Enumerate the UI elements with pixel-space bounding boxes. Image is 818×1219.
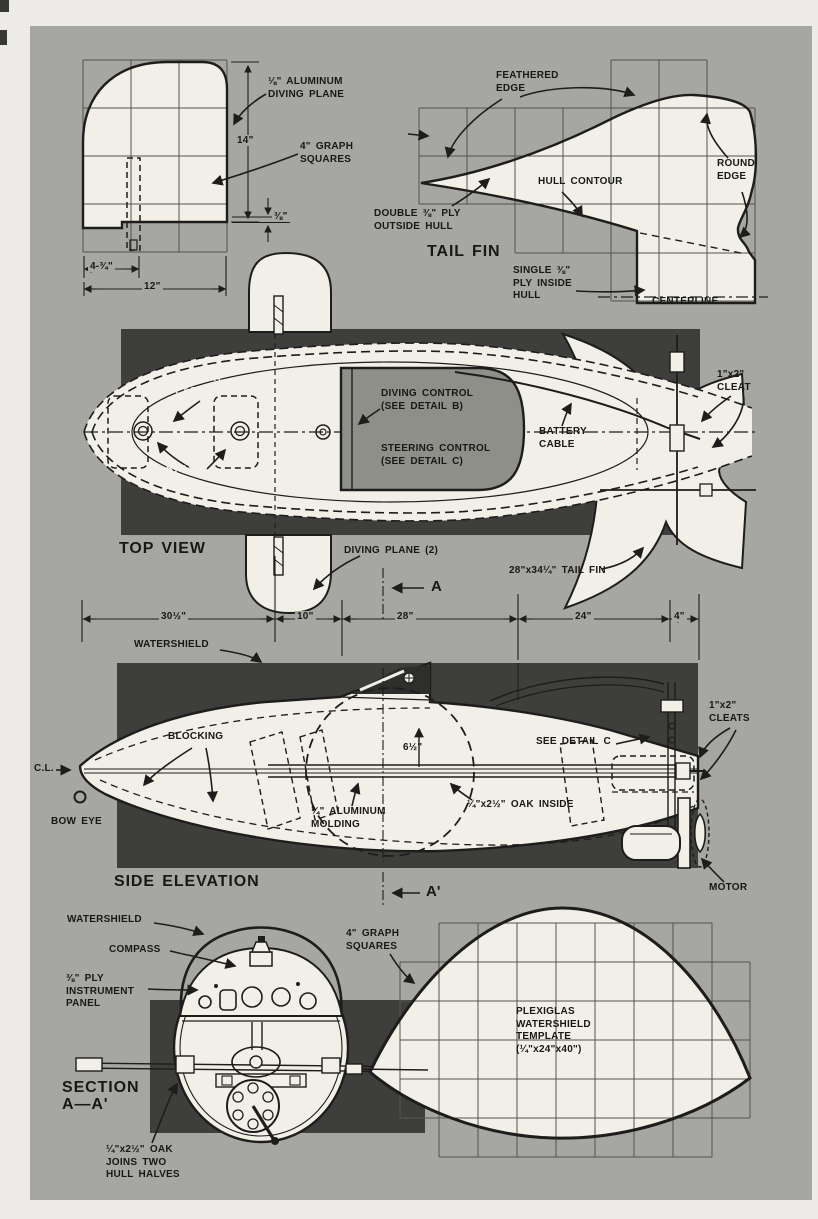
steering-control-label: STEERING CONTROL (SEE DETAIL C) — [381, 443, 491, 467]
tail-fin-heading: TAIL FIN — [427, 243, 501, 260]
dim-3-8in: ⅜" — [274, 211, 288, 222]
cleat-label: 1"x2" CLEAT — [717, 369, 751, 393]
top-view-heading: TOP VIEW — [119, 540, 206, 557]
centerline-label: CENTERLINE — [652, 296, 719, 307]
see-detail-c-label: SEE DETAIL C — [536, 736, 611, 747]
tail-fin-size-label: 28"x34¼" TAIL FIN — [509, 565, 606, 576]
dim-6-5in: 6½" — [403, 742, 423, 753]
battery-cable-label: BATTERY CABLE — [539, 426, 587, 450]
dim-10in: 10" — [297, 611, 314, 622]
watershield-label-section: WATERSHIELD — [67, 914, 142, 925]
graph-squares-label: 4" GRAPH SQUARES — [300, 141, 354, 165]
instrument-panel-label: ⅜" PLY INSTRUMENT PANEL — [66, 973, 135, 1009]
round-edge-label: ROUND EDGE — [717, 158, 755, 182]
outside-ply-label: DOUBLE ⅜" PLY OUTSIDE HULL — [374, 208, 461, 232]
straps-label: STRAPS — [166, 464, 209, 475]
graph-squares-label-template: 4" GRAPH SQUARES — [346, 928, 400, 952]
blocking-label: BLOCKING — [168, 731, 224, 742]
diving-plane-2-label: DIVING PLANE (2) — [344, 545, 439, 556]
cl-label: C.L. — [34, 763, 54, 774]
diving-control-label: DIVING CONTROL (SEE DETAIL B) — [381, 388, 474, 412]
cleats-label: 1"x2" CLEATS — [709, 700, 750, 724]
aluminum-molding-label: ¾" ALUMINUM MOLDING — [311, 806, 386, 830]
side-elevation-heading: SIDE ELEVATION — [114, 873, 260, 890]
section-heading: SECTION A—A' — [62, 1079, 140, 1113]
inside-ply-label: SINGLE ⅜" PLY INSIDE HULL — [513, 265, 572, 301]
dim-28in: 28" — [397, 611, 414, 622]
dim-24in: 24" — [575, 611, 592, 622]
feathered-edge-label: FEATHERED EDGE — [496, 70, 559, 94]
motor-label: MOTOR — [709, 882, 748, 893]
dim-14in: 14" — [237, 135, 254, 146]
hull-contour-label: HULL CONTOUR — [538, 176, 623, 187]
oak-joins-label: ¼"x2½" OAK JOINS TWO HULL HALVES — [106, 1144, 180, 1180]
section-a-prime-marker: A' — [426, 883, 441, 900]
diving-plane-material-label: ⅛" ALUMINUM DIVING PLANE — [268, 76, 345, 100]
battery-case-label: BATTERY CASE — [175, 373, 223, 397]
dim-12in: 12" — [144, 281, 161, 292]
dim-30-5in: 30½" — [161, 611, 187, 622]
compass-label: COMPASS — [109, 944, 161, 955]
watershield-label-side: WATERSHIELD — [134, 639, 209, 650]
dim-4-3-4in: 4-¾" — [90, 261, 113, 272]
oak-inside-label: ¼"x2½" OAK INSIDE — [467, 799, 574, 810]
dim-4in: 4" — [674, 611, 685, 622]
bow-eye-label: BOW EYE — [51, 816, 102, 827]
plexiglas-template-label: PLEXIGLAS WATERSHIELD TEMPLATE (¼"x24"x40") — [516, 1006, 591, 1055]
section-a-marker: A — [431, 578, 442, 595]
